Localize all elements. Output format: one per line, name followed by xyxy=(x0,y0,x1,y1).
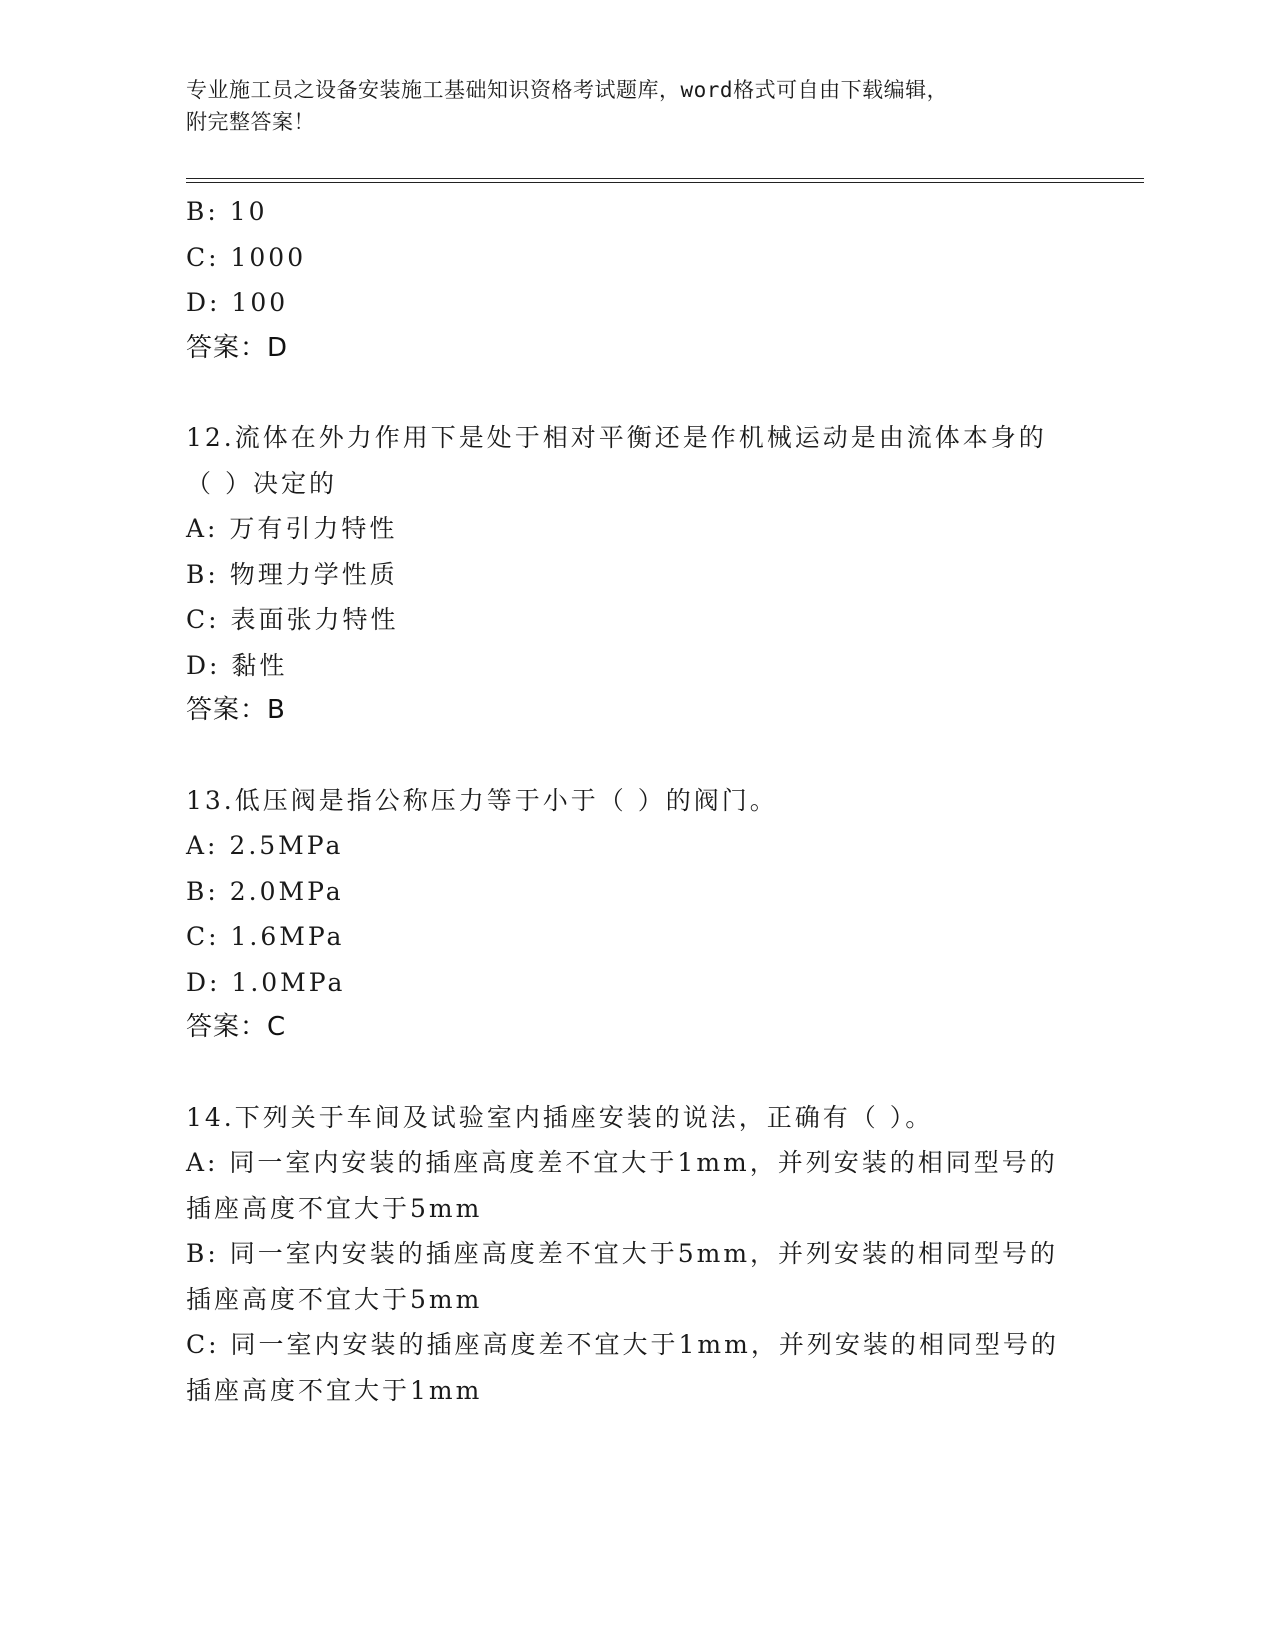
document-header xyxy=(186,74,1066,138)
option-c: C: 表面张力特性 xyxy=(186,605,399,634)
question-stem: 13.低压阀是指公称压力等于小于（ ）的阀门。 xyxy=(186,785,778,815)
question-stem-continued: （ ）决定的 xyxy=(186,468,337,498)
option-a: A: 同一室内安装的插座高度差不宜大于1mm，并列安装的相同型号的 xyxy=(186,1148,1058,1177)
header-title-line-1: 专业施工员之设备安装施工基础知识资格考试题库，word格式可自由下载编辑， xyxy=(186,78,949,102)
option-b: B: 同一室内安装的插座高度差不宜大于5mm，并列安装的相同型号的 xyxy=(186,1239,1059,1268)
question-13 xyxy=(186,778,1086,1051)
answer-label: 答案：C xyxy=(186,1012,287,1042)
header-divider-top xyxy=(186,178,1144,179)
answer-label: 答案：D xyxy=(186,332,289,363)
option-d: D: 黏性 xyxy=(186,650,288,680)
header-divider-bottom xyxy=(186,182,1144,183)
option-a: A: 万有引力特性 xyxy=(186,514,398,543)
option-b: B: 2.0MPa xyxy=(186,876,344,906)
option-c: C: 1000 xyxy=(186,242,307,272)
question-12 xyxy=(186,415,1086,734)
question-stem: 14.下列关于车间及试验室内插座安装的说法，正确有（ ）。 xyxy=(186,1102,934,1132)
option-d: D: 1.0MPa xyxy=(186,967,346,997)
option-b: B: 10 xyxy=(186,197,268,226)
option-d: D: 100 xyxy=(186,288,289,317)
option-b-continued: 插座高度不宜大于5mm xyxy=(186,1284,483,1314)
option-c: C: 1.6MPa xyxy=(186,922,345,951)
question-content xyxy=(186,189,1086,1413)
option-b: B: 物理力学性质 xyxy=(186,559,398,589)
question-11-tail xyxy=(186,189,1086,371)
option-a-continued: 插座高度不宜大于5mm xyxy=(186,1193,483,1223)
answer-label: 答案：B xyxy=(186,695,286,725)
header-title-line-2: 附完整答案！ xyxy=(186,110,315,134)
spacer xyxy=(186,371,1086,415)
option-c: C: 同一室内安装的插座高度差不宜大于1mm，并列安装的相同型号的 xyxy=(186,1330,1059,1359)
option-a: A: 2.5MPa xyxy=(186,831,344,860)
option-c-continued: 插座高度不宜大于1mm xyxy=(186,1375,483,1405)
question-stem: 12.流体在外力作用下是处于相对平衡还是作机械运动是由流体本身的 xyxy=(186,423,1047,452)
spacer xyxy=(186,1051,1086,1095)
spacer xyxy=(186,734,1086,778)
question-14 xyxy=(186,1095,1086,1414)
